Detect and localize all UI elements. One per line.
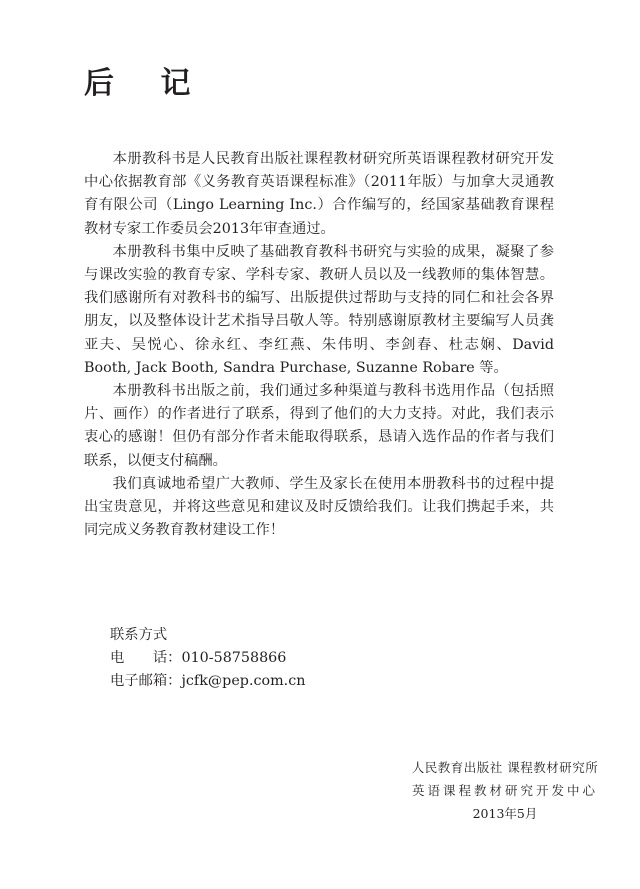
email-label: 电子邮箱： xyxy=(110,673,182,689)
email-line xyxy=(110,670,410,693)
paragraph: 我们真诚地希望广大教师、学生及家长在使用本册教科书的过程中提出宝贵意见，并将这些意见和建议及时反馈给我们。让我们携起手来，共同完成义务教育教材建设工作！ xyxy=(84,475,554,539)
contact-heading: 联系方式 xyxy=(110,627,168,643)
paragraph: 本册教科书出版之前，我们通过多种渠道与教科书选用作品（包括照片、画作）的作者进行了联系，得到了他们的大力支持。对此，我们表示衷心的感谢！但仍有部分作者未能取得联系，恳请入选作品的作者与我们联系，以便支付稿酬。 xyxy=(84,383,554,469)
contact-info xyxy=(110,624,410,693)
paragraph: 本册教科书集中反映了基础教育教科书研究与实验的成果，凝聚了参与课改实验的教育专家、学科专家、教研人员以及一线教师的集体智慧。我们感谢所有对教科书的编写、出版提供过帮助与支持的同仁和社会各界朋友，以及整体设计艺术指导吕敬人等。特别感谢原教材主要编写人员龚亚夫、吴悦心、徐永红、李红燕、朱伟明、李剑春、杜志娴、David Booth, Jack Booth, Sandra Purchase, Suzanne Robare 等。 xyxy=(84,243,554,376)
page-title: 后 记 xyxy=(84,66,209,101)
afterword-body xyxy=(84,148,554,542)
phone-label: 电 话： xyxy=(110,650,182,666)
signature-date: 2013年5月 xyxy=(472,806,538,821)
signature-org: 人民教育出版社 课程教材研究所 xyxy=(411,760,599,775)
signature-dept: 英语课程教材研究开发中心 xyxy=(411,783,598,798)
phone-line xyxy=(110,647,410,670)
paragraph: 本册教科书是人民教育出版社课程教材研究所英语课程教材研究开发中心依据教育部《义务教育英语课程标准》（2011年版）与加拿大灵通教育有限公司（Lingo Learning Inc.）合作编写的，经国家基础教育课程教材专家工作委员会2013年审查通过。 xyxy=(84,151,554,237)
phone-number: 010-58758866 xyxy=(181,650,287,666)
email-address[interactable]: jcfk@pep.com.cn xyxy=(181,673,306,689)
signature-block xyxy=(400,756,610,825)
